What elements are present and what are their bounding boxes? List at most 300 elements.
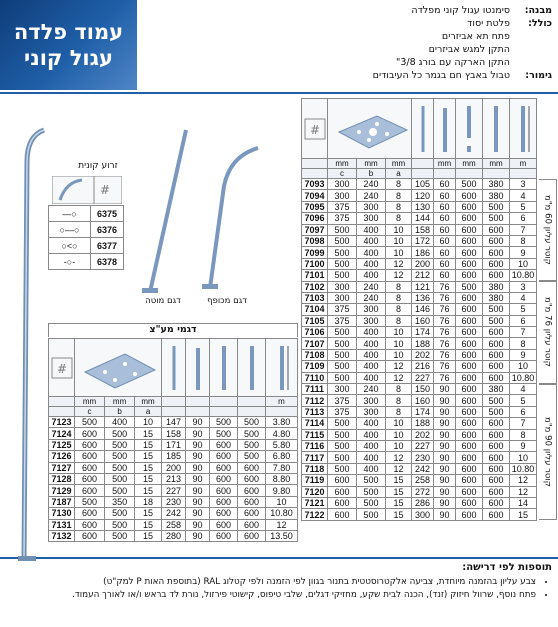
- table-row: [302, 338, 537, 349]
- table-cell: 600: [75, 485, 105, 496]
- table-cell: 10: [386, 440, 412, 451]
- table-cell: 185: [162, 451, 186, 462]
- table-cell: 90: [434, 497, 456, 508]
- table-cell: 10: [386, 224, 412, 235]
- table-cell: 375: [328, 406, 357, 417]
- table-cell: 600: [210, 462, 238, 473]
- table-row: [302, 224, 537, 235]
- arm-table: [48, 205, 124, 270]
- table-cell: 10: [386, 418, 412, 429]
- table-cell: 600: [210, 439, 238, 450]
- table-cell: 600: [456, 463, 483, 474]
- table-row: [302, 475, 537, 486]
- table-cell: 18: [135, 496, 162, 507]
- table-cell: 90: [434, 440, 456, 451]
- table-cell: 12: [266, 519, 298, 530]
- table-cell: 500: [328, 349, 357, 360]
- table-cell: 600: [483, 509, 510, 520]
- dimension-letter: [186, 407, 210, 417]
- table-cell: 12: [510, 486, 537, 497]
- table-cell: 300: [328, 384, 357, 395]
- unit-header: mm: [456, 159, 483, 169]
- table-cell: 258: [162, 519, 186, 530]
- pole-height-icon: [510, 99, 537, 159]
- table-cell: 76: [434, 281, 456, 292]
- dimension-letter: [302, 169, 328, 179]
- table-row: [49, 417, 298, 428]
- table-cell: 8: [386, 406, 412, 417]
- table-cell: 400: [357, 224, 386, 235]
- footer-options: [6, 562, 552, 602]
- table-cell: 15: [135, 530, 162, 541]
- table-cell: 500: [105, 451, 135, 462]
- arm-symbol-double: ○—○: [49, 222, 91, 238]
- table-cell: 90: [434, 509, 456, 520]
- table-cell: 240: [357, 179, 386, 190]
- catalog-number: 7096: [302, 213, 328, 224]
- table-cell: 600: [483, 258, 510, 269]
- table-cell: 7: [510, 224, 537, 235]
- table-cell: 174: [412, 406, 434, 417]
- table-cell: 400: [357, 349, 386, 360]
- arm-row: [49, 206, 124, 222]
- unit-header: [238, 397, 266, 407]
- table-cell: 212: [412, 270, 434, 281]
- table-cell: 600: [456, 475, 483, 486]
- table-cell: 600: [483, 429, 510, 440]
- table-cell: 500: [328, 372, 357, 383]
- table-cell: 600: [456, 384, 483, 395]
- table-cell: 600: [238, 462, 266, 473]
- table-icon-row: [302, 99, 537, 159]
- table-cell: 500: [483, 213, 510, 224]
- diameter-group-text: קוטר עליון 76 מ"מ: [542, 297, 553, 368]
- table-cell: 15: [135, 439, 162, 450]
- catalog-number: 7101: [302, 270, 328, 281]
- catalog-number: 7108: [302, 349, 328, 360]
- table-cell: 500: [210, 417, 238, 428]
- table-cell: 400: [357, 361, 386, 372]
- table-cell: 380: [483, 179, 510, 190]
- table-cell: 10: [510, 361, 537, 372]
- table-cell: 600: [328, 509, 357, 520]
- catalog-number: 7115: [302, 429, 328, 440]
- table-row: [49, 451, 298, 462]
- table-cell: 600: [210, 530, 238, 541]
- footer-divider: [0, 557, 558, 559]
- table-cell: 8: [510, 429, 537, 440]
- table-row: [302, 258, 537, 269]
- table-cell: 600: [483, 452, 510, 463]
- finish-value: טבול באבץ חם בגמר כל העיבודים: [372, 70, 510, 81]
- table-row: [49, 439, 298, 450]
- table-cell: 15: [386, 497, 412, 508]
- catalog-number: 7098: [302, 235, 328, 246]
- table-cell: 300: [328, 190, 357, 201]
- table-cell: 90: [434, 418, 456, 429]
- table-cell: 8: [386, 201, 412, 212]
- table-cell: 500: [328, 270, 357, 281]
- table-cell: 12: [386, 258, 412, 269]
- table-cell: 600: [456, 486, 483, 497]
- table-cell: 3: [510, 281, 537, 292]
- table-cell: 8: [386, 190, 412, 201]
- table-cell: 76: [434, 361, 456, 372]
- table-cell: 500: [456, 281, 483, 292]
- table-cell: 600: [456, 361, 483, 372]
- table-cell: 12: [386, 372, 412, 383]
- table-row: [302, 235, 537, 246]
- table-row: [302, 247, 537, 258]
- table-cell: 600: [456, 395, 483, 406]
- dimension-letter: [412, 169, 434, 179]
- table-cell: 600: [210, 473, 238, 484]
- table-cell: 121: [412, 281, 434, 292]
- table-cell: 15: [510, 509, 537, 520]
- door-position-icon: [483, 99, 510, 159]
- table-cell: 90: [186, 451, 210, 462]
- arm-code: 6376: [91, 222, 124, 238]
- table-cell: 350: [105, 496, 135, 507]
- left-table-body: [49, 417, 298, 542]
- table-cell: 400: [357, 327, 386, 338]
- units-row: [302, 159, 537, 169]
- spec-block: [142, 4, 552, 82]
- table-cell: 7.80: [266, 462, 298, 473]
- table-row: [302, 486, 537, 497]
- table-cell: 227: [412, 440, 434, 451]
- table-cell: 8: [386, 384, 412, 395]
- table-cell: 9: [510, 247, 537, 258]
- table-cell: 500: [328, 258, 357, 269]
- table-cell: 500: [105, 428, 135, 439]
- table-cell: 500: [357, 475, 386, 486]
- diameter-group-label: [539, 281, 557, 384]
- table-cell: 500: [328, 235, 357, 246]
- table-cell: 227: [412, 372, 434, 383]
- catalog-number: 7125: [49, 439, 75, 450]
- table-cell: 146: [412, 304, 434, 315]
- table-cell: 600: [75, 462, 105, 473]
- table-cell: 400: [357, 418, 386, 429]
- table-cell: 4: [510, 292, 537, 303]
- unit-header: mm: [135, 397, 162, 407]
- table-cell: 12: [386, 463, 412, 474]
- table-row: [302, 270, 537, 281]
- table-cell: 500: [105, 473, 135, 484]
- tall-pole-illustration: [8, 122, 48, 562]
- table-cell: 600: [75, 473, 105, 484]
- table-cell: 60: [434, 213, 456, 224]
- table-cell: 4: [510, 384, 537, 395]
- table-cell: 375: [328, 213, 357, 224]
- footer-heading: תוספות לפי דרישה:: [462, 562, 552, 573]
- arm-row: [49, 238, 124, 254]
- catalog-number: 7111: [302, 384, 328, 395]
- table-cell: 5: [510, 304, 537, 315]
- table-cell: 90: [186, 473, 210, 484]
- catalog-number: 7131: [49, 519, 75, 530]
- unit-header: mm: [328, 159, 357, 169]
- table-cell: 8: [510, 235, 537, 246]
- table-cell: 186: [412, 247, 434, 258]
- catalog-number: 7109: [302, 361, 328, 372]
- table-row: [302, 463, 537, 474]
- table-cell: 10: [386, 247, 412, 258]
- table-cell: 600: [456, 452, 483, 463]
- table-cell: 76: [434, 349, 456, 360]
- table-cell: 400: [357, 235, 386, 246]
- table-cell: 600: [456, 213, 483, 224]
- table-row: [302, 190, 537, 201]
- unit-header: mm: [75, 397, 105, 407]
- table-cell: 15: [135, 485, 162, 496]
- catalog-number: 7130: [49, 508, 75, 519]
- table-cell: 90: [186, 462, 210, 473]
- table-cell: 90: [186, 439, 210, 450]
- table-cell: 12: [386, 270, 412, 281]
- table-cell: 242: [412, 463, 434, 474]
- catalog-number: 7110: [302, 372, 328, 383]
- door-position-icon: [238, 339, 266, 397]
- table-cell: 10: [266, 496, 298, 507]
- table-cell: 600: [483, 235, 510, 246]
- table-cell: 500: [328, 247, 357, 258]
- catalog-number: 7094: [302, 190, 328, 201]
- table-cell: 90: [434, 406, 456, 417]
- table-cell: 300: [412, 509, 434, 520]
- table-cell: 172: [412, 235, 434, 246]
- table-cell: 500: [328, 361, 357, 372]
- structure-value: סימנטו עגול קוני מפלדה: [411, 5, 510, 16]
- table-cell: 14: [510, 497, 537, 508]
- table-cell: 240: [357, 292, 386, 303]
- door-height-icon: [456, 99, 483, 159]
- table-row: [302, 509, 537, 520]
- dimension-letter: [266, 407, 298, 417]
- table-cell: 500: [105, 508, 135, 519]
- table-cell: 5: [510, 395, 537, 406]
- catalog-number: 7113: [302, 406, 328, 417]
- table-cell: 240: [357, 190, 386, 201]
- table-cell: 213: [162, 473, 186, 484]
- table-cell: 76: [434, 338, 456, 349]
- table-row: [302, 384, 537, 395]
- pole-diameter-icon: [186, 339, 210, 397]
- table-cell: 76: [434, 304, 456, 315]
- table-cell: 130: [412, 201, 434, 212]
- table-cell: 600: [456, 235, 483, 246]
- unit-header: [302, 159, 328, 169]
- arm-symbol-triple: ○<○: [49, 238, 91, 254]
- table-cell: 13.50: [266, 530, 298, 541]
- table-cell: 600: [238, 485, 266, 496]
- table-cell: 300: [328, 179, 357, 190]
- catalog-number: 7128: [49, 473, 75, 484]
- table-cell: 500: [483, 395, 510, 406]
- table-cell: 5.80: [266, 439, 298, 450]
- table-row: [49, 485, 298, 496]
- table-cell: 600: [456, 372, 483, 383]
- table-cell: 500: [105, 462, 135, 473]
- table-cell: 600: [456, 224, 483, 235]
- table-cell: 600: [328, 497, 357, 508]
- table-cell: 600: [456, 327, 483, 338]
- table-cell: 600: [483, 338, 510, 349]
- dimension-letter: [456, 169, 483, 179]
- table-cell: 60: [434, 235, 456, 246]
- catalog-number: 7104: [302, 304, 328, 315]
- table-cell: 600: [456, 201, 483, 212]
- table-cell: 600: [483, 475, 510, 486]
- table-cell: 400: [357, 338, 386, 349]
- table-cell: 600: [210, 451, 238, 462]
- table-cell: 60: [434, 179, 456, 190]
- catalog-number: 7119: [302, 475, 328, 486]
- table-cell: 600: [75, 439, 105, 450]
- dimension-letter: [510, 169, 537, 179]
- dimension-letter: [238, 407, 266, 417]
- table-cell: 380: [483, 281, 510, 292]
- table-cell: 375: [328, 395, 357, 406]
- table-cell: 8: [386, 281, 412, 292]
- catalog-number: 7132: [49, 530, 75, 541]
- table-cell: 15: [135, 462, 162, 473]
- pole-top-diameter-icon: [162, 339, 186, 397]
- catalog-number: 7095: [302, 201, 328, 212]
- table-cell: 600: [210, 508, 238, 519]
- table-row: [302, 281, 537, 292]
- table-cell: 600: [456, 190, 483, 201]
- table-row: [49, 508, 298, 519]
- table-cell: 300: [357, 406, 386, 417]
- table-cell: 500: [328, 338, 357, 349]
- table-cell: 147: [162, 417, 186, 428]
- table-row: [302, 213, 537, 224]
- table-cell: 10: [386, 235, 412, 246]
- table-row: [302, 497, 537, 508]
- table-cell: 600: [328, 475, 357, 486]
- dimension-letter: b: [357, 169, 386, 179]
- table-cell: 8: [386, 213, 412, 224]
- catalog-number: 7112: [302, 395, 328, 406]
- table-cell: 15: [135, 508, 162, 519]
- table-cell: 8: [386, 179, 412, 190]
- table-cell: 240: [357, 281, 386, 292]
- table-cell: 600: [75, 530, 105, 541]
- table-cell: 600: [483, 270, 510, 281]
- table-cell: 280: [162, 530, 186, 541]
- table-cell: 15: [386, 509, 412, 520]
- table-cell: 160: [412, 315, 434, 326]
- svg-text:#: #: [309, 122, 320, 137]
- table-cell: 600: [483, 327, 510, 338]
- table-cell: 158: [162, 428, 186, 439]
- catalog-number: 7122: [302, 509, 328, 520]
- catalog-number: 7120: [302, 486, 328, 497]
- unit-header: m: [510, 159, 537, 169]
- table-cell: 300: [357, 201, 386, 212]
- table-row: [49, 496, 298, 507]
- unit-header: mm: [483, 159, 510, 169]
- table-cell: 380: [483, 190, 510, 201]
- table-cell: 600: [483, 418, 510, 429]
- table-cell: 8: [386, 292, 412, 303]
- table-cell: 400: [357, 270, 386, 281]
- table-row: [302, 201, 537, 212]
- table-cell: 8: [386, 315, 412, 326]
- table-cell: 286: [412, 497, 434, 508]
- dimension-letter: c: [328, 169, 357, 179]
- table-cell: 76: [434, 292, 456, 303]
- table-cell: 174: [412, 327, 434, 338]
- spec-finish: [142, 69, 552, 82]
- table-cell: 120: [412, 190, 434, 201]
- table-cell: 230: [412, 452, 434, 463]
- table-cell: 300: [328, 292, 357, 303]
- table-cell: 105: [412, 179, 434, 190]
- table-cell: 158: [412, 224, 434, 235]
- table-cell: 227: [162, 485, 186, 496]
- table-cell: 8.80: [266, 473, 298, 484]
- catalog-number: 7117: [302, 452, 328, 463]
- table-cell: 10: [386, 338, 412, 349]
- table-cell: 380: [483, 292, 510, 303]
- table-icon-row: [49, 339, 298, 397]
- table-cell: 600: [210, 496, 238, 507]
- table-cell: 8: [510, 338, 537, 349]
- table-cell: 10: [510, 258, 537, 269]
- catalog-number: 7107: [302, 338, 328, 349]
- hash-icon: [302, 99, 328, 159]
- unit-header: mm: [434, 159, 456, 169]
- table-cell: 500: [483, 315, 510, 326]
- table-cell: 10.80: [510, 270, 537, 281]
- unit-header: mm: [105, 397, 135, 407]
- table-cell: 6.80: [266, 451, 298, 462]
- catalog-number: 7124: [49, 428, 75, 439]
- title-banner: [0, 0, 137, 90]
- arm-row: [49, 254, 124, 270]
- table-cell: 10.80: [266, 508, 298, 519]
- table-cell: 600: [456, 349, 483, 360]
- table-row: [302, 395, 537, 406]
- table-row: [302, 292, 537, 303]
- header-divider: [0, 92, 558, 94]
- dimension-letter: a: [386, 169, 412, 179]
- table-cell: 500: [357, 486, 386, 497]
- table-cell: 600: [483, 497, 510, 508]
- table-cell: 15: [135, 451, 162, 462]
- table-cell: 500: [328, 440, 357, 451]
- table-cell: 500: [456, 179, 483, 190]
- table-cell: 600: [483, 247, 510, 258]
- arm-header-icons: [52, 176, 122, 204]
- table-cell: 600: [483, 440, 510, 451]
- dimension-letter: [483, 169, 510, 179]
- table-cell: 500: [328, 327, 357, 338]
- table-cell: 375: [328, 201, 357, 212]
- table-cell: 600: [456, 247, 483, 258]
- table-cell: 600: [483, 224, 510, 235]
- table-cell: 500: [483, 201, 510, 212]
- table-row: [302, 361, 537, 372]
- table-cell: 240: [357, 384, 386, 395]
- structure-label: מבנה:: [524, 5, 552, 16]
- table-cell: 600: [75, 519, 105, 530]
- diameter-group-text: קוטר עליון 90 מ"מ: [542, 417, 553, 487]
- title-line-1: עמוד פלדה: [13, 20, 124, 44]
